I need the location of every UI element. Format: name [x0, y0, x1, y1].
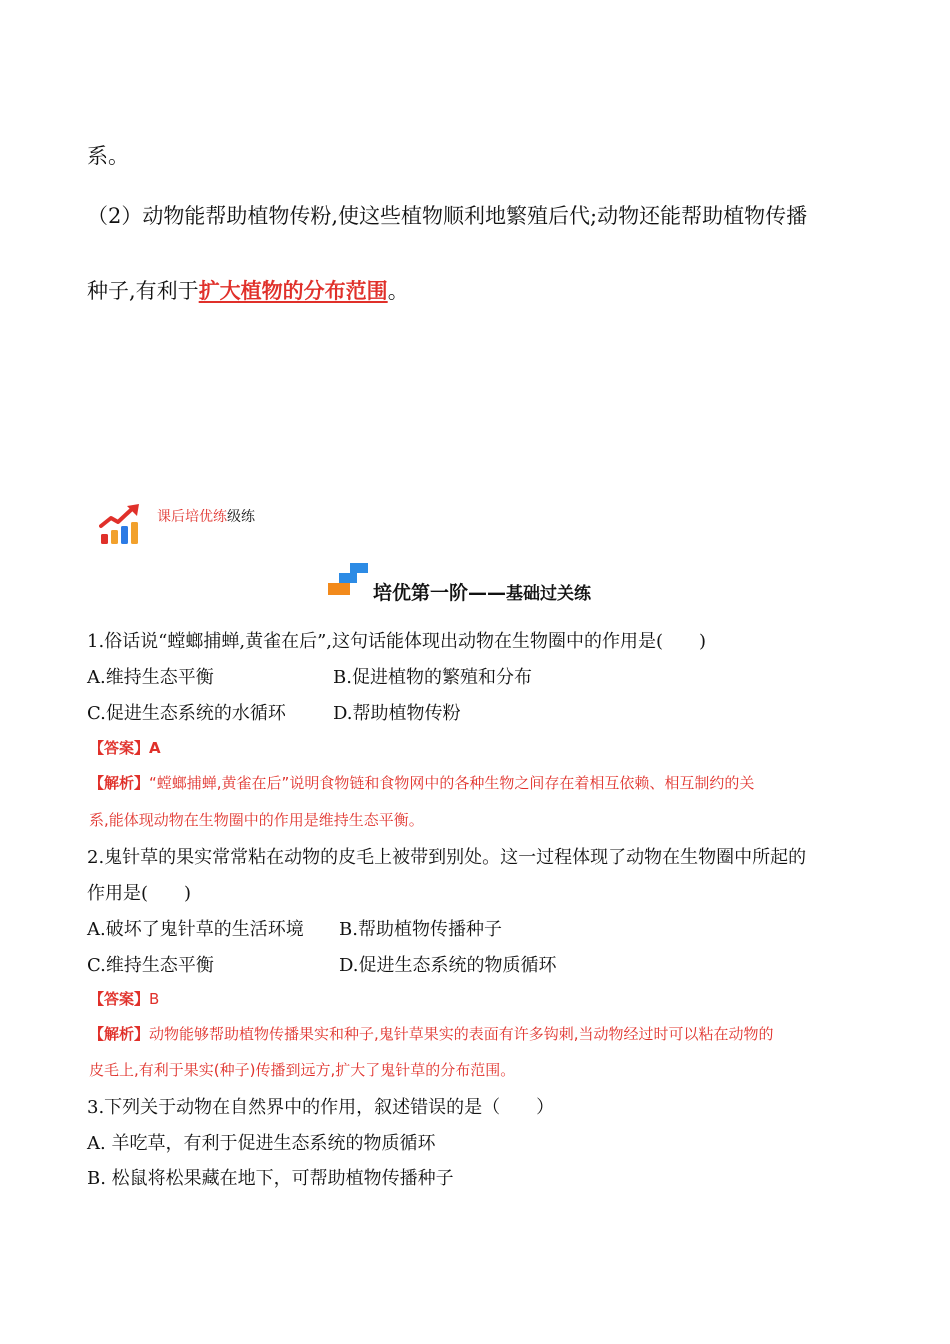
question-2-option-b: B.帮助植物传播种子: [339, 919, 502, 940]
question-3-option-a: A. 羊吃草，有利于促进生态系统的物质循环: [87, 1133, 436, 1154]
text-line-2: （2）动物能帮助植物传粉,使这些植物顺利地繁殖后代;动物还能帮助植物传播: [87, 204, 808, 228]
section-title: [373, 578, 591, 605]
question-1-stem: 1.俗话说“螳螂捕蝉,黄雀在后”,这句话能体现出动物在生物圈中的作用是( ): [87, 631, 707, 652]
question-2-analysis-line-1: [89, 1023, 774, 1044]
question-2-stem-line-1: 2.鬼针草的果实常常粘在动物的皮毛上被带到别处。这一过程体现了动物在生物圈中所起的: [87, 847, 807, 868]
stairs-icon: [328, 563, 370, 597]
question-1-option-c: C.促进生态系统的水循环: [87, 703, 286, 724]
question-2-analysis-line-2: 皮毛上,有利于果实(种子)传播到远方,扩大了鬼针草的分布范围。: [89, 1061, 516, 1079]
answer-value: A: [149, 739, 161, 757]
analysis-label: 【解析】: [89, 1025, 150, 1043]
question-1-option-d: D.帮助植物传粉: [333, 703, 461, 724]
question-1-analysis-line-2: 系,能体现动物在生物圈中的作用是维持生态平衡。: [89, 811, 424, 829]
question-3-stem: 3.下列关于动物在自然界中的作用，叙述错误的是（ ）: [87, 1097, 555, 1118]
analysis-label: 【解析】: [89, 774, 150, 792]
question-2-option-d: D.促进生态系统的物质循环: [339, 955, 557, 976]
practice-label: [157, 506, 255, 526]
answer-label: 【答案】: [89, 739, 150, 757]
highlight-phrase: 扩大植物的分布范围: [198, 278, 388, 303]
question-3-option-b: B. 松鼠将松果藏在地下，可帮助植物传播种子: [87, 1168, 454, 1189]
section-title-dash: ——: [468, 582, 507, 604]
question-1-option-a: A.维持生态平衡: [87, 667, 214, 688]
question-2-option-c: C.维持生态平衡: [87, 955, 214, 976]
practice-label-black: 级练: [227, 509, 255, 525]
answer-value: B: [149, 990, 160, 1008]
question-2-answer: [89, 988, 159, 1009]
section-title-sub: 基础过关练: [506, 584, 592, 604]
analysis-text: 动物能够帮助植物传播果实和种子,鬼针草果实的表面有许多钩刺,当动物经过时可以粘在动物的: [149, 1025, 774, 1043]
question-1-analysis-line-1: [89, 772, 754, 793]
text-line-3-pre: 种子,有利于: [87, 279, 199, 303]
analysis-text: “螳螂捕蝉,黄雀在后”说明食物链和食物网中的各种生物之间存在着相互依赖、相互制约的关: [149, 774, 755, 792]
question-1-option-b: B.促进植物的繁殖和分布: [333, 667, 532, 688]
practice-label-red: 课后培优练: [157, 509, 227, 525]
question-2-stem-line-2: 作用是( ): [87, 883, 192, 904]
text-line-1: 系。: [87, 144, 129, 168]
text-line-3: [87, 275, 409, 305]
question-1-answer: [89, 737, 161, 758]
growth-chart-icon: [99, 502, 143, 546]
section-title-main: 培优第一阶: [373, 582, 469, 604]
answer-label: 【答案】: [89, 990, 150, 1008]
question-2-option-a: A.破坏了鬼针草的生活环境: [87, 919, 304, 940]
text-line-3-post: 。: [387, 279, 409, 303]
